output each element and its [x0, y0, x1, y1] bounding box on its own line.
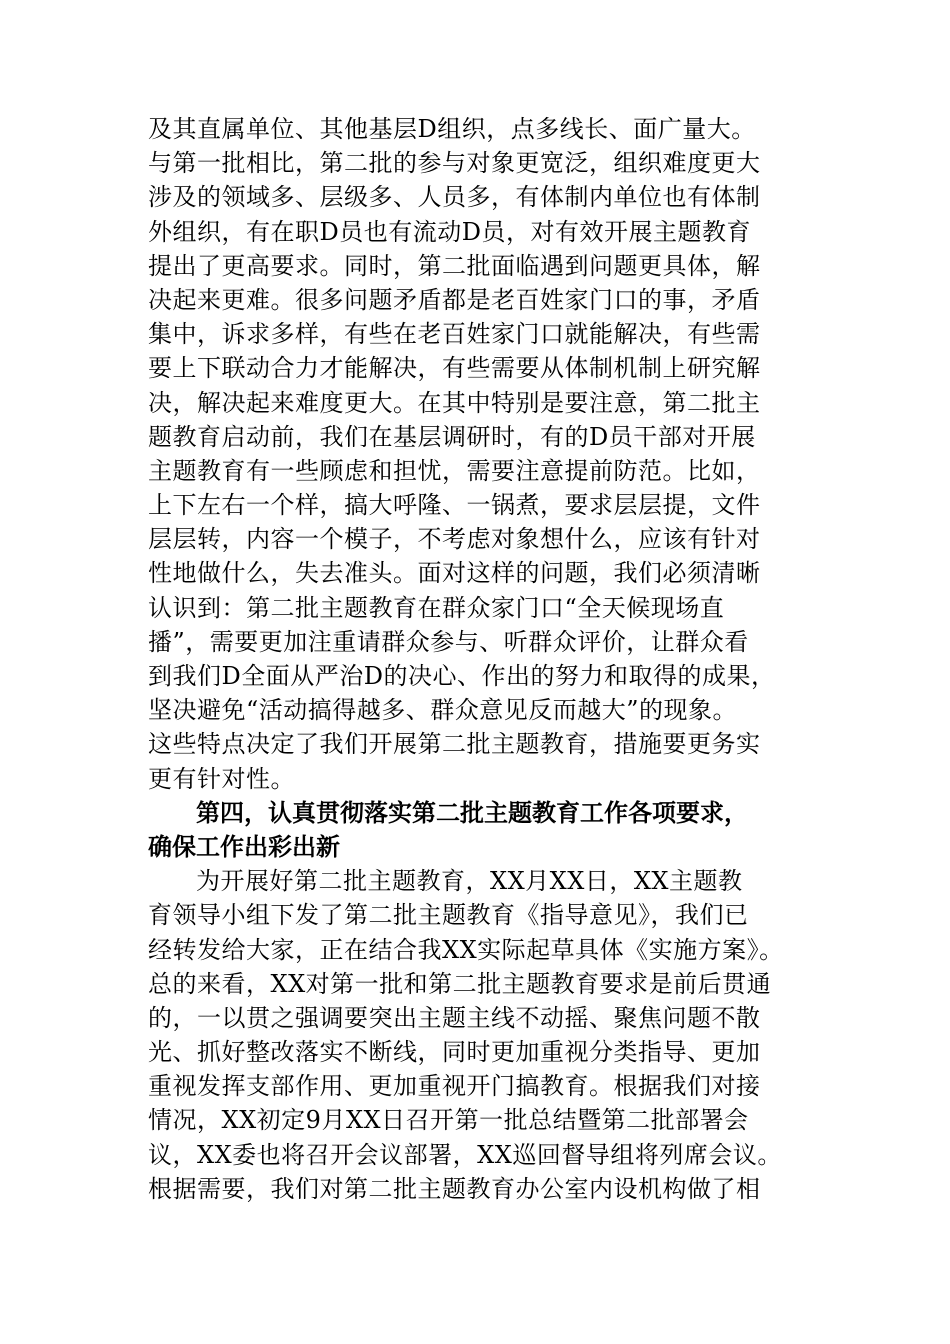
paragraph-line: 总的来看，XX对第一批和第二批主题教育要求是前后贯通: [148, 969, 772, 998]
paragraph-line: 决起来更难。很多问题矛盾都是老百姓家门口的事，矛盾: [148, 285, 761, 314]
paragraph-line: 及其直属单位、其他基层D组织，点多线长、面广量大。: [148, 115, 756, 143]
paragraph-line: 集中，诉求多样，有些在老百姓家门口就能解决，有些需: [148, 320, 761, 349]
paragraph-line: 认识到：第二批主题教育在群众家门口“全天候现场直: [148, 593, 725, 622]
paragraph-line: 议，XX委也将召开会议部署，XX巡回督导组将列席会议。: [148, 1140, 782, 1169]
section-heading-line: 第四，认真贯彻落实第二批主题教育工作各项要求，: [196, 798, 748, 827]
paragraph-line: 经转发给大家，正在结合我XX实际起草具体《实施方案》。: [148, 935, 784, 964]
paragraph-line: 层层转，内容一个模子，不考虑对象想什么，应该有针对: [148, 525, 761, 554]
paragraph-line: 要上下联动合力才能解决，有些需要从体制机制上研究解: [148, 354, 761, 383]
paragraph-line: 上下左右一个样，搞大呼隆、一锅煮，要求层层提，文件: [148, 491, 761, 520]
paragraph-line: 题教育启动前，我们在基层调研时，有的D员干部对开展: [148, 422, 756, 451]
paragraph-line: 涉及的领域多、层级多、人员多，有体制内单位也有体制: [148, 183, 761, 212]
paragraph-line: 的，一以贯之强调要突出主题主线不动摇、聚焦问题不散: [148, 1003, 761, 1032]
section-heading-line: 确保工作出彩出新: [148, 832, 340, 861]
paragraph-line: 与第一批相比，第二批的参与对象更宽泛，组织难度更大: [148, 149, 761, 178]
paragraph-line: 主题教育有一些顾虑和担忧，需要注意提前防范。比如，: [148, 456, 761, 485]
paragraph-line: 更有针对性。: [148, 764, 295, 793]
paragraph-line: 育领导小组下发了第二批主题教育《指导意见》，我们已: [148, 901, 749, 930]
paragraph-line: 外组织，有在职D员也有流动D员，对有效开展主题教育: [148, 217, 751, 246]
paragraph-line: 提出了更高要求。同时，第二批面临遇到问题更具体，解: [148, 251, 761, 280]
paragraph-line: 光、抓好整改落实不断线，同时更加重视分类指导、更加: [148, 1038, 761, 1067]
paragraph-line: 情况，XX初定9月XX日召开第一批总结暨第二批部署会: [148, 1106, 749, 1135]
paragraph-line: 坚决避免“活动搞得越多、群众意见反而越大”的现象。: [148, 696, 738, 725]
paragraph-line: 决，解决起来难度更大。在其中特别是要注意，第二批主: [148, 388, 761, 417]
paragraph-line: 性地做什么，失去准头。面对这样的问题，我们必须清晰: [148, 559, 761, 588]
paragraph-line: 播”，需要更加注重请群众参与、听群众评价，让群众看: [148, 627, 749, 656]
paragraph-line: 这些特点决定了我们开展第二批主题教育，措施要更务实: [148, 730, 761, 759]
document-body: [148, 112, 812, 1206]
paragraph-line: 为开展好第二批主题教育，XX月XX日，XX主题教: [196, 867, 743, 896]
paragraph-line: 重视发挥支部作用、更加重视开门搞教育。根据我们对接: [148, 1072, 761, 1101]
paragraph-line: 根据需要，我们对第二批主题教育办公室内设机构做了相: [148, 1174, 761, 1203]
paragraph-line: 到我们D全面从严治D的决心、作出的努力和取得的成果，: [148, 662, 776, 690]
